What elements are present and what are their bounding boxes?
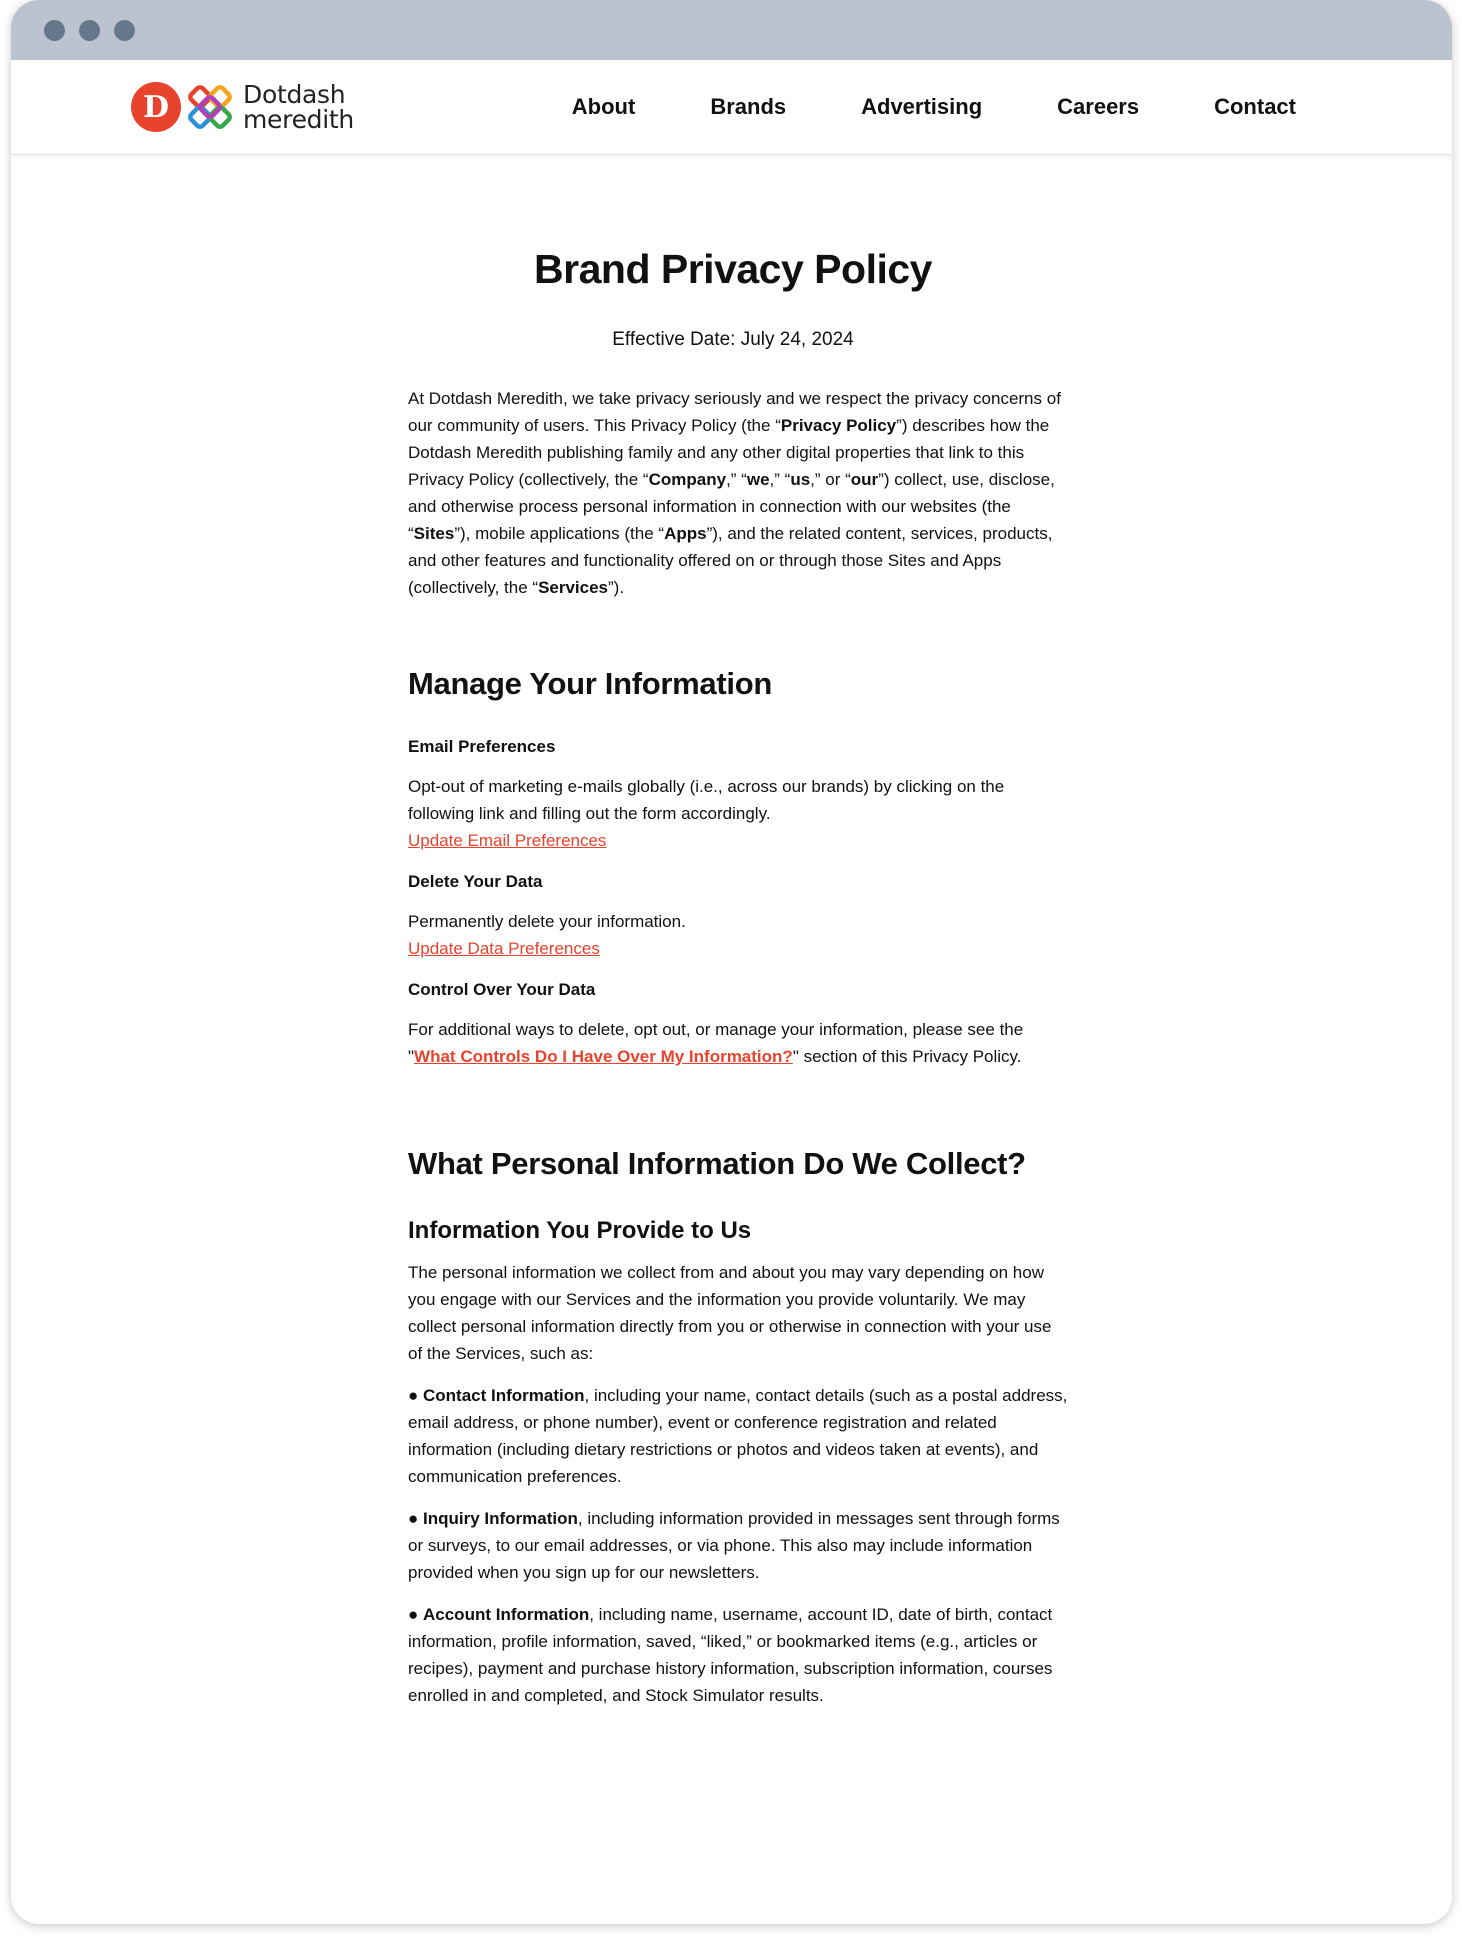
list-item-contact: ● Contact Information, including your name, contact details (such as a postal address, email address, or phone number), event or conference registration and related information (including dietary restrictions or photos and videos taken at events), and communication preferences. [408, 1386, 1068, 1486]
provide-subheading: Information You Provide to Us [408, 1217, 752, 1244]
policy-content [408, 246, 1068, 1709]
site-header [11, 60, 1452, 155]
logo-monogram-icon: D [131, 82, 181, 132]
brand-logo[interactable] [131, 80, 354, 134]
control-data-text: For additional ways to delete, opt out, or manage your information, please see the "What Controls Do I Have Over My Information?" section of this Privacy Policy. [408, 1020, 1024, 1066]
window-titlebar [11, 0, 1452, 60]
browser-window [11, 0, 1452, 1924]
email-preferences-text: Opt-out of marketing e-mails globally (i.e., across our brands) by clicking on the following link and filling out the form accordingly. [408, 777, 1005, 823]
nav-advertising[interactable]: Advertising [861, 94, 983, 119]
window-dot-minimize[interactable] [79, 20, 100, 41]
page-title: Brand Privacy Policy [534, 246, 932, 292]
window-dot-close[interactable] [44, 20, 65, 41]
list-item-inquiry: ● Inquiry Information, including information provided in messages sent through forms or surveys, to our email addresses, or via phone. This also may include information provided when you sign up for our newsletters. [408, 1509, 1060, 1582]
collect-heading: What Personal Information Do We Collect? [408, 1146, 1026, 1181]
manage-heading: Manage Your Information [408, 666, 772, 701]
brand-name-line2: meredith [243, 105, 354, 134]
control-data-title: Control Over Your Data [408, 980, 596, 999]
what-controls-link[interactable]: What Controls Do I Have Over My Information? [414, 1047, 793, 1066]
intro-paragraph: At Dotdash Meredith, we take privacy seriously and we respect the privacy concerns of our community of users. This Privacy Policy (the “Privacy Policy”) describes how the Dotdash Meredith publishing family and any other digital properties that link to this Privacy Policy (collectively, the “Company,” “we,” “us,” or “our”) collect, use, disclose, and otherwise process personal information in connection with our websites (the “Sites”), mobile applications (the “Apps”), and the related content, services, products, and other features and functionality offered on or through those Sites and Apps (collectively, the “Services”). [408, 389, 1061, 597]
delete-data-text: Permanently delete your information. [408, 912, 686, 931]
update-email-preferences-link[interactable]: Update Email Preferences [408, 831, 607, 850]
brand-wordmark [243, 82, 354, 132]
nav-brands[interactable]: Brands [710, 94, 787, 119]
delete-data-title: Delete Your Data [408, 872, 543, 891]
effective-date: Effective Date: July 24, 2024 [612, 329, 854, 350]
main-nav [572, 60, 1296, 154]
nav-about[interactable]: About [571, 94, 636, 119]
nav-contact[interactable]: Contact [1214, 94, 1296, 119]
list-item-account: ● Account Information, including name, username, account ID, date of birth, contact information, profile information, saved, “liked,” or bookmarked items (e.g., articles or recipes), payment and purchase history information, subscription information, courses enrolled in and completed, and Stock Simulator results. [408, 1605, 1053, 1705]
collect-intro: The personal information we collect from and about you may vary depending on how you engage with our Services and the information you provide voluntarily. We may collect personal information directly from you or otherwise in connection with your use of the Services, such as: [408, 1263, 1052, 1363]
email-preferences-title: Email Preferences [408, 737, 556, 756]
logo-knot-icon [185, 82, 235, 132]
brand-name-line1: Dotdash [243, 80, 346, 109]
update-data-preferences-link[interactable]: Update Data Preferences [408, 939, 600, 958]
window-dot-maximize[interactable] [114, 20, 135, 41]
email-preferences-link-row [408, 827, 1068, 854]
nav-careers[interactable]: Careers [1057, 94, 1140, 119]
delete-data-link-row [408, 935, 1068, 962]
